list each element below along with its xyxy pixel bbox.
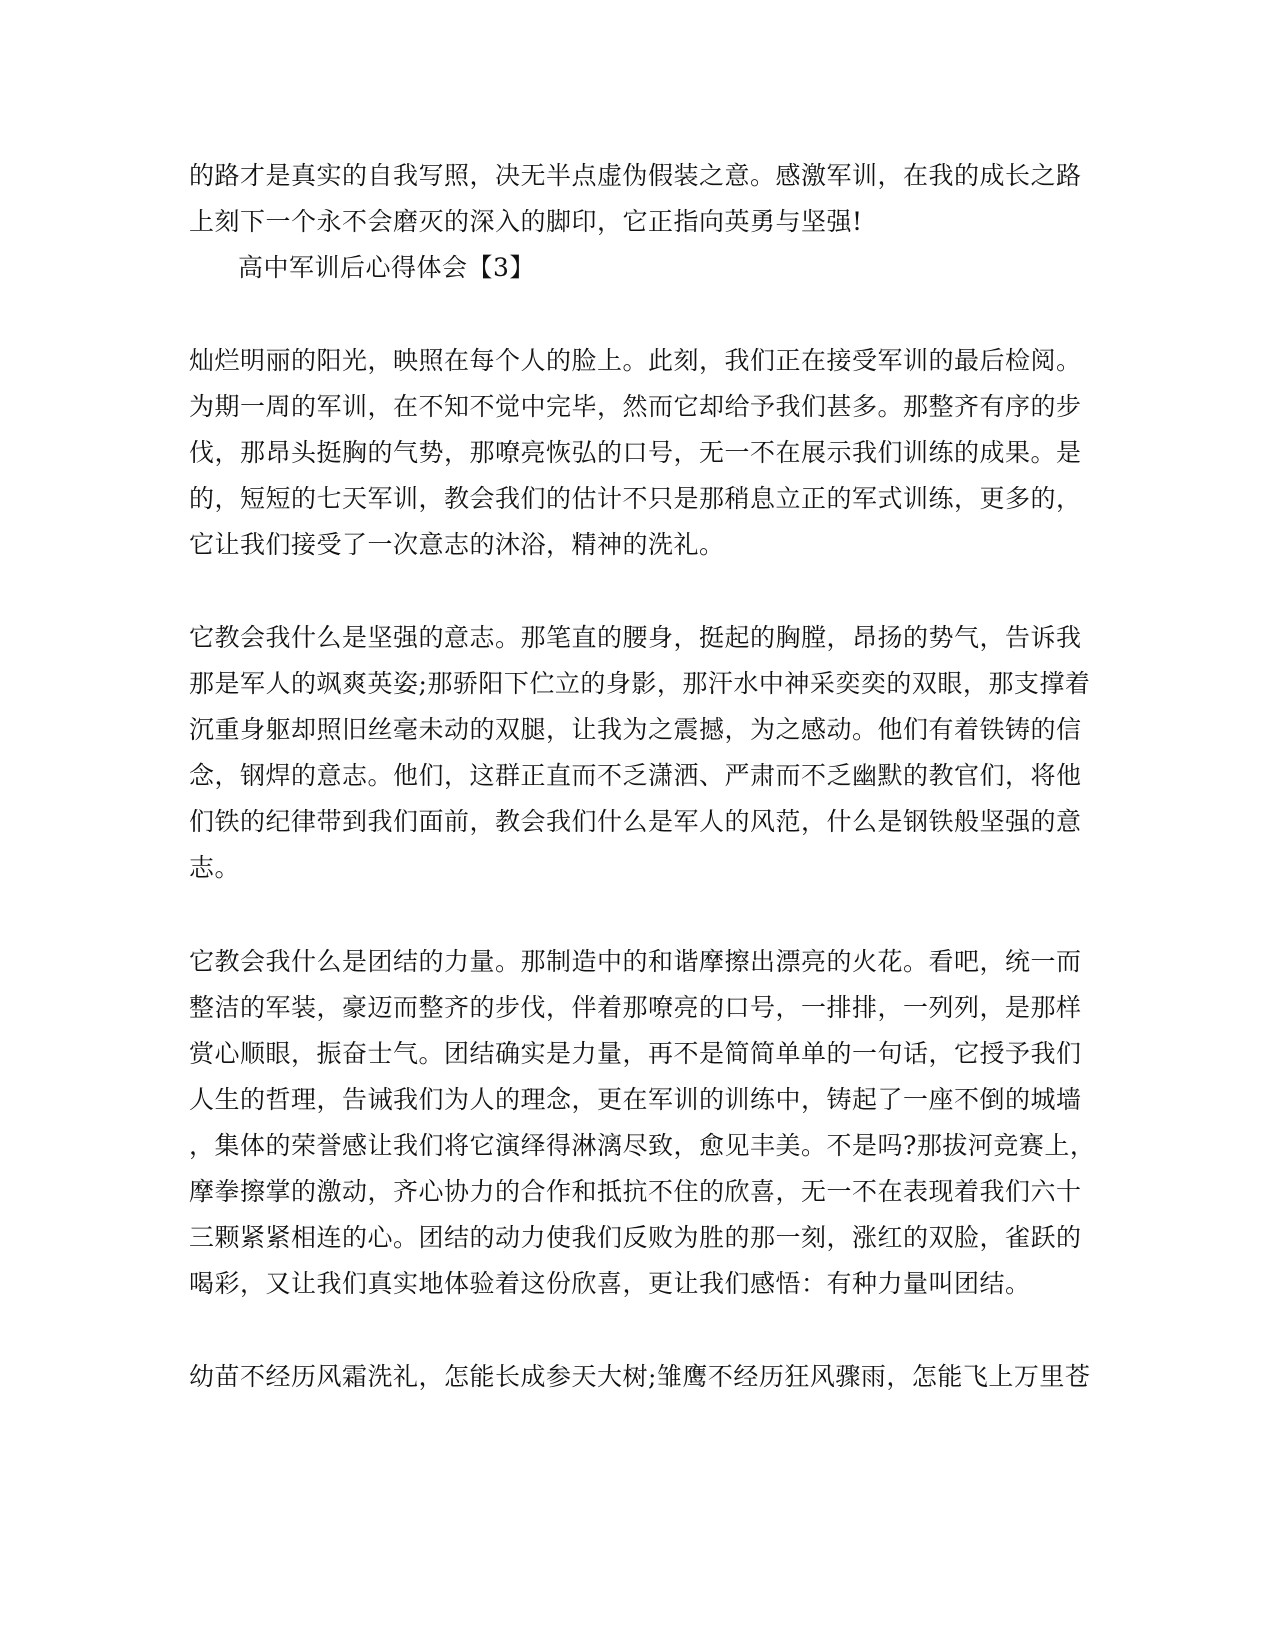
text-line: ，集体的荣誉感让我们将它演绎得淋漓尽致，愈见丰美。不是吗?那拔河竞赛上， [189, 1131, 1096, 1160]
text-line: 沉重身躯却照旧丝毫未动的双腿，让我为之震撼，为之感动。他们有着铁铸的信 [189, 715, 1082, 744]
text-line: 赏心顺眼，振奋士气。团结确实是力量，再不是简简单单的一句话，它授予我们 [189, 1039, 1082, 1068]
text-line: 的路才是真实的自我写照，决无半点虚伪假装之意。感激军训，在我的成长之路 [189, 161, 1082, 190]
text-line: 幼苗不经历风霜洗礼，怎能长成参天大树;雏鹰不经历狂风骤雨，怎能飞上万里苍 [189, 1362, 1091, 1391]
text-line: 它让我们接受了一次意志的沐浴，精神的洗礼。 [189, 530, 725, 559]
text-line: 灿烂明丽的阳光，映照在每个人的脸上。此刻，我们正在接受军训的最后检阅。 [189, 346, 1082, 375]
text-line: 为期一周的军训，在不知不觉中完毕，然而它却给予我们甚多。那整齐有序的步 [189, 392, 1082, 421]
text-line: 那是军人的飒爽英姿;那骄阳下伫立的身影，那汗水中神采奕奕的双眼，那支撑着 [189, 669, 1091, 698]
text-line: 们铁的纪律带到我们面前，教会我们什么是军人的风范，什么是钢铁般坚强的意 [189, 807, 1082, 836]
text-line: 它教会我什么是团结的力量。那制造中的和谐摩擦出漂亮的火花。看吧，统一而 [189, 947, 1082, 976]
text-line: 人生的哲理，告诫我们为人的理念，更在军训的训练中，铸起了一座不倒的城墙 [189, 1085, 1082, 1114]
text-line: 伐，那昂头挺胸的气势，那嘹亮恢弘的口号，无一不在展示我们训练的成果。是 [189, 438, 1082, 467]
text-line: 志。 [189, 853, 241, 882]
text-line: 摩拳擦掌的激动，齐心协力的合作和抵抗不住的欣喜，无一不在表现着我们六十 [189, 1177, 1082, 1206]
text-line: 的，短短的七天军训，教会我们的估计不只是那稍息立正的军式训练，更多的， [189, 484, 1082, 513]
text-line: 整洁的军装，豪迈而整齐的步伐，伴着那嘹亮的口号，一排排，一列列，是那样 [189, 993, 1082, 1022]
text-line: 它教会我什么是坚强的意志。那笔直的腰身，挺起的胸膛，昂扬的势气，告诉我 [189, 623, 1082, 652]
section-title: 高中军训后心得体会【3】 [238, 253, 535, 282]
text-line: 三颗紧紧相连的心。团结的动力使我们反败为胜的那一刻，涨红的双脸，雀跃的 [189, 1223, 1082, 1252]
text-line: 喝彩，又让我们真实地体验着这份欣喜，更让我们感悟：有种力量叫团结。 [189, 1269, 1031, 1298]
text-line: 念，钢焊的意志。他们，这群正直而不乏潇洒、严肃而不乏幽默的教官们，将他 [189, 761, 1082, 790]
text-line: 上刻下一个永不会磨灭的深入的脚印，它正指向英勇与坚强! [189, 207, 863, 236]
